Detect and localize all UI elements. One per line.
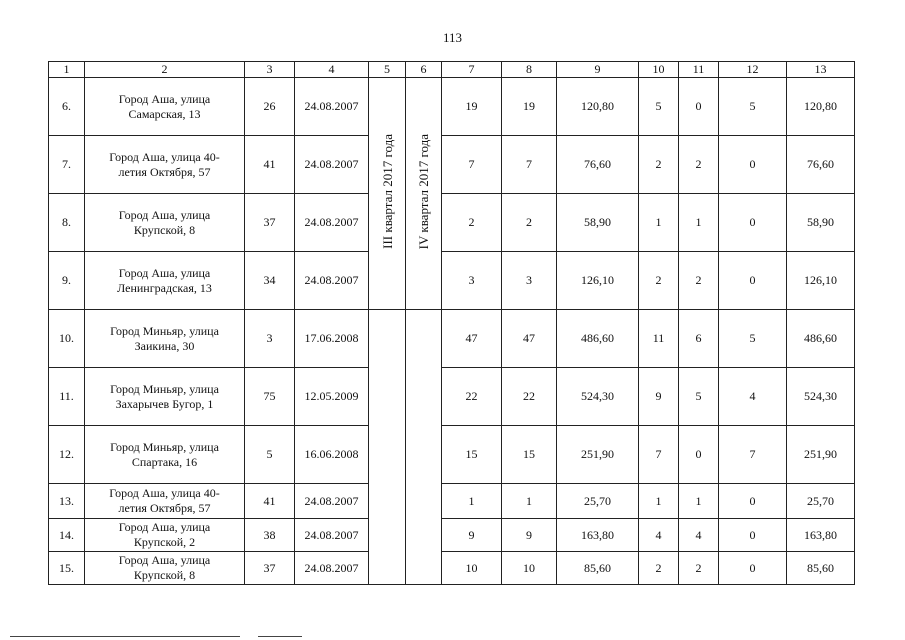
total-area-cell: 524,30: [787, 368, 855, 426]
value-cell-11: 1: [679, 194, 719, 252]
page-number: 113: [442, 30, 463, 45]
value-cell-8: 9: [502, 519, 557, 552]
value-cell-10: 1: [639, 484, 679, 519]
value-cell-11: 2: [679, 136, 719, 194]
value-cell-7: 1: [442, 484, 502, 519]
address-line-2: Спартака, 16: [131, 454, 198, 469]
value-cell-10: 9: [639, 368, 679, 426]
value-cell-8: 2: [502, 194, 557, 252]
column-header: 8: [502, 62, 557, 78]
value-cell-7: 3: [442, 252, 502, 310]
house-number-cell: 37: [245, 194, 295, 252]
area-cell: 85,60: [557, 552, 639, 585]
table-row: [49, 252, 855, 310]
house-number-cell: 5: [245, 426, 295, 484]
total-area-cell: 25,70: [787, 484, 855, 519]
area-cell: 58,90: [557, 194, 639, 252]
value-cell-8: 1: [502, 484, 557, 519]
value-cell-7: 7: [442, 136, 502, 194]
value-cell-12: 5: [719, 310, 787, 368]
column-header: 4: [295, 62, 369, 78]
total-area-cell: 486,60: [787, 310, 855, 368]
value-cell-8: 22: [502, 368, 557, 426]
table-row: [49, 484, 855, 519]
quarter-3-cell: [369, 78, 406, 310]
value-cell-7: 19: [442, 78, 502, 136]
house-number-cell: 34: [245, 252, 295, 310]
address-line-1: Город Аша, улица: [118, 207, 211, 222]
address-line-2: летия Октября, 57: [118, 164, 211, 179]
value-cell-12: 4: [719, 368, 787, 426]
table-row: [49, 78, 855, 136]
address-line-1: Город Аша, улица: [118, 553, 211, 567]
column-header: 9: [557, 62, 639, 78]
value-cell-11: 6: [679, 310, 719, 368]
value-cell-10: 2: [639, 252, 679, 310]
value-cell-12: 7: [719, 426, 787, 484]
column-header: 1: [49, 62, 85, 78]
total-area-cell: 251,90: [787, 426, 855, 484]
address-line-1: Город Аша, улица: [118, 265, 211, 280]
value-cell-12: 0: [719, 194, 787, 252]
column-header: 2: [85, 62, 245, 78]
address-line-2: Крупской, 2: [133, 535, 196, 549]
column-header: 7: [442, 62, 502, 78]
value-cell-12: 0: [719, 519, 787, 552]
area-cell: 25,70: [557, 484, 639, 519]
address-line-2: Крупской, 8: [133, 222, 196, 237]
address-cell: [85, 519, 245, 552]
house-number-cell: 75: [245, 368, 295, 426]
date-cell: 17.06.2008: [295, 310, 369, 368]
date-cell: 24.08.2007: [295, 252, 369, 310]
value-cell-10: 4: [639, 519, 679, 552]
value-cell-8: 7: [502, 136, 557, 194]
value-cell-10: 2: [639, 552, 679, 585]
address-line-1: Город Аша, улица 40-: [109, 149, 220, 164]
total-area-cell: 76,60: [787, 136, 855, 194]
address-line-1: Город Миньяр, улица: [110, 381, 219, 396]
value-cell-10: 2: [639, 136, 679, 194]
address-cell: [85, 78, 245, 136]
date-cell: 24.08.2007: [295, 484, 369, 519]
value-cell-11: 0: [679, 78, 719, 136]
house-number-cell: 41: [245, 136, 295, 194]
house-number-cell: 37: [245, 552, 295, 585]
address-cell: [85, 136, 245, 194]
total-area-cell: 126,10: [787, 252, 855, 310]
value-cell-12: 0: [719, 252, 787, 310]
table-row: [49, 426, 855, 484]
footer-rule: [10, 636, 240, 637]
address-cell: [85, 368, 245, 426]
quarter-4-cell: [406, 78, 442, 310]
value-cell-10: 5: [639, 78, 679, 136]
row-number-cell: 7.: [49, 136, 85, 194]
address-line-2: летия Октября, 57: [118, 501, 211, 515]
date-cell: 24.08.2007: [295, 552, 369, 585]
row-number-cell: 6.: [49, 78, 85, 136]
value-cell-10: 1: [639, 194, 679, 252]
address-line-2: Ленинградская, 13: [117, 280, 212, 295]
table-row: [49, 368, 855, 426]
quarter-3-label: III квартал 2017 года: [379, 134, 395, 249]
value-cell-7: 47: [442, 310, 502, 368]
value-cell-8: 10: [502, 552, 557, 585]
value-cell-8: 47: [502, 310, 557, 368]
area-cell: 524,30: [557, 368, 639, 426]
row-number-cell: 9.: [49, 252, 85, 310]
date-cell: 24.08.2007: [295, 519, 369, 552]
value-cell-12: 5: [719, 78, 787, 136]
house-number-cell: 26: [245, 78, 295, 136]
address-line-1: Город Миньяр, улица: [110, 439, 219, 454]
value-cell-11: 4: [679, 519, 719, 552]
area-cell: 251,90: [557, 426, 639, 484]
date-cell: 16.06.2008: [295, 426, 369, 484]
row-number-cell: 15.: [49, 552, 85, 585]
house-number-cell: 41: [245, 484, 295, 519]
address-line-2: Крупской, 8: [133, 568, 196, 582]
blank-cell: [406, 310, 442, 585]
value-cell-8: 19: [502, 78, 557, 136]
address-line-1: Город Миньяр, улица: [110, 323, 219, 338]
value-cell-11: 0: [679, 426, 719, 484]
value-cell-8: 3: [502, 252, 557, 310]
row-number-cell: 11.: [49, 368, 85, 426]
row-number-cell: 10.: [49, 310, 85, 368]
total-area-cell: 120,80: [787, 78, 855, 136]
column-header: 11: [679, 62, 719, 78]
date-cell: 24.08.2007: [295, 78, 369, 136]
value-cell-10: 7: [639, 426, 679, 484]
address-cell: [85, 552, 245, 585]
total-area-cell: 58,90: [787, 194, 855, 252]
address-line-2: Заикина, 30: [134, 338, 195, 353]
value-cell-7: 9: [442, 519, 502, 552]
value-cell-8: 15: [502, 426, 557, 484]
value-cell-7: 10: [442, 552, 502, 585]
address-line-2: Самарская, 13: [128, 106, 201, 121]
table-row: [49, 194, 855, 252]
row-number-cell: 13.: [49, 484, 85, 519]
blank-cell: [369, 310, 406, 585]
row-number-cell: 12.: [49, 426, 85, 484]
value-cell-11: 2: [679, 552, 719, 585]
table-row: [49, 310, 855, 368]
total-area-cell: 163,80: [787, 519, 855, 552]
house-number-cell: 3: [245, 310, 295, 368]
address-cell: [85, 310, 245, 368]
address-line-1: Город Аша, улица: [118, 520, 211, 534]
row-number-cell: 14.: [49, 519, 85, 552]
address-cell: [85, 252, 245, 310]
date-cell: 24.08.2007: [295, 194, 369, 252]
date-cell: 24.08.2007: [295, 136, 369, 194]
address-cell: [85, 484, 245, 519]
address-line-2: Захарычев Бугор, 1: [115, 396, 214, 411]
area-cell: 163,80: [557, 519, 639, 552]
column-header: 5: [369, 62, 406, 78]
address-cell: [85, 426, 245, 484]
value-cell-7: 22: [442, 368, 502, 426]
address-line-1: Город Аша, улица 40-: [109, 486, 220, 500]
value-cell-12: 0: [719, 552, 787, 585]
header-row: [49, 62, 855, 78]
value-cell-12: 0: [719, 136, 787, 194]
address-cell: [85, 194, 245, 252]
area-cell: 120,80: [557, 78, 639, 136]
area-cell: 126,10: [557, 252, 639, 310]
value-cell-11: 1: [679, 484, 719, 519]
quarter-4-label: IV квартал 2017 года: [416, 133, 431, 250]
table-row: [49, 136, 855, 194]
value-cell-11: 5: [679, 368, 719, 426]
area-cell: 486,60: [557, 310, 639, 368]
column-header: 12: [719, 62, 787, 78]
footer-rule-short: [258, 636, 302, 637]
area-cell: 76,60: [557, 136, 639, 194]
house-number-cell: 38: [245, 519, 295, 552]
value-cell-7: 15: [442, 426, 502, 484]
value-cell-11: 2: [679, 252, 719, 310]
column-header: 13: [787, 62, 855, 78]
column-header: 6: [406, 62, 442, 78]
data-table: [48, 61, 855, 585]
date-cell: 12.05.2009: [295, 368, 369, 426]
address-line-1: Город Аша, улица: [118, 91, 211, 106]
total-area-cell: 85,60: [787, 552, 855, 585]
column-header: 3: [245, 62, 295, 78]
value-cell-7: 2: [442, 194, 502, 252]
value-cell-12: 0: [719, 484, 787, 519]
column-header: 10: [639, 62, 679, 78]
table-row: [49, 519, 855, 552]
row-number-cell: 8.: [49, 194, 85, 252]
value-cell-10: 11: [639, 310, 679, 368]
table-row: [49, 552, 855, 585]
